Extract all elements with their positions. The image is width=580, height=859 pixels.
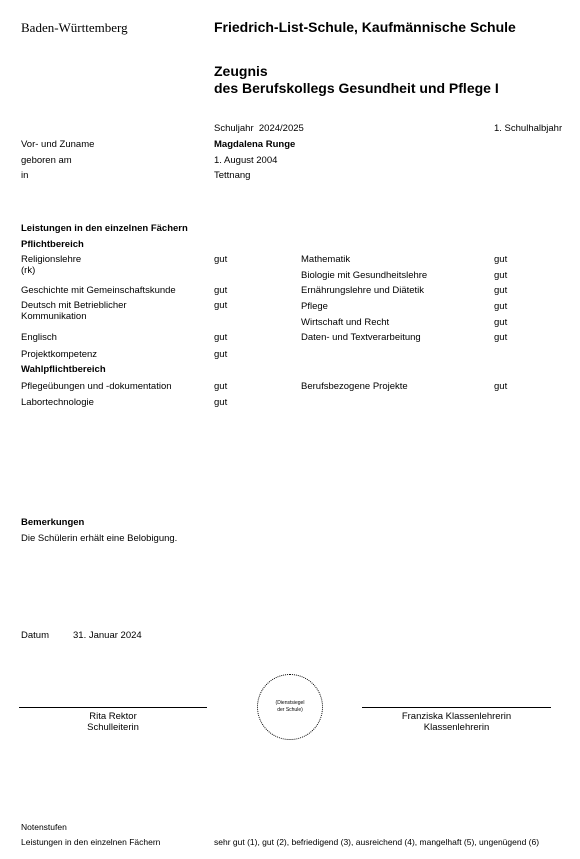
seal-text: (Dienstsiegel der Schule) [275, 700, 305, 713]
official-seal [257, 674, 323, 740]
subject-projekte: Berufsbezogene Projekte [301, 381, 408, 392]
date-label: Datum [21, 630, 49, 641]
subject-mathematik: Mathematik [301, 254, 351, 265]
remarks-text: Die Schülerin erhält eine Belobigung. [21, 533, 178, 544]
subject-wirtschaft: Wirtschaft und Recht [301, 317, 390, 328]
subject-religion: Religionslehre [21, 254, 82, 265]
birthplace-value: Tettnang [214, 170, 251, 181]
signature-line-left [19, 707, 207, 708]
grade-pflegeuebungen: gut [214, 381, 228, 392]
subject-labortechnologie: Labortechnologie [21, 397, 94, 408]
grade-labortechnologie: gut [214, 397, 228, 408]
school-year-value: 2024/2025 [258, 123, 304, 134]
birthplace-label: in [21, 170, 29, 181]
grade-datenverarbeitung: gut [494, 332, 508, 343]
signature-line-right [362, 707, 551, 708]
subject-projektkompetenz: Projektkompetenz [21, 349, 98, 360]
born-value: 1. August 2004 [214, 155, 278, 166]
grade-projekte: gut [494, 381, 508, 392]
subject-englisch: Englisch [21, 332, 57, 343]
subject-datenverarbeitung: Daten- und Textverarbeitung [301, 332, 421, 343]
grade-wirtschaft: gut [494, 317, 508, 328]
grade-ernaehrung: gut [494, 285, 508, 296]
grades-section-title: Leistungen in den einzelnen Fächern [21, 223, 188, 234]
grade-projektkompetenz: gut [214, 349, 228, 360]
grade-scale-values: sehr gut (1), gut (2), befriedigend (3), ausreichend (4), mangelhaft (5), ungenügend (6) [214, 837, 540, 847]
half-year: 1. Schulhalbjahr [494, 123, 563, 134]
grade-pflege: gut [494, 301, 508, 312]
grade-mathematik: gut [494, 254, 508, 265]
date-value: 31. Januar 2024 [73, 630, 142, 641]
school-year [214, 123, 304, 134]
document-title: Zeugnis [214, 63, 268, 79]
subject-religion-note: (rk) [21, 265, 36, 276]
school-name: Friedrich-List-Schule, Kaufmännische Schule [214, 19, 516, 35]
name-value: Magdalena Runge [214, 139, 296, 150]
pflicht-title: Pflichtbereich [21, 239, 84, 250]
state-name: Baden-Württemberg [21, 20, 128, 35]
subject-deutsch: Deutsch mit Betrieblicher Kommunikation [21, 300, 127, 322]
school-year-label: Schuljahr [214, 123, 254, 134]
signature-left-name: Rita Rektor [89, 711, 137, 722]
grade-deutsch: gut [214, 300, 228, 311]
name-label: Vor- und Zuname [21, 139, 95, 150]
subject-ernaehrung: Ernährungslehre und Diätetik [301, 285, 425, 296]
signature-left-role: Schulleiterin [87, 722, 139, 733]
signature-right-role: Klassenlehrerin [423, 722, 490, 733]
document-subtitle: des Berufskollegs Gesundheit und Pflege I [214, 80, 499, 96]
grade-scale-label: Leistungen in den einzelnen Fächern [21, 837, 161, 847]
remarks-title: Bemerkungen [21, 517, 85, 528]
grade-englisch: gut [214, 332, 228, 343]
signature-right-name: Franziska Klassenlehrerin [401, 711, 512, 722]
subject-pflegeuebungen: Pflegeübungen und -dokumentation [21, 381, 172, 392]
born-label: geboren am [21, 155, 72, 166]
subject-biologie: Biologie mit Gesundheitslehre [301, 270, 428, 281]
grade-biologie: gut [494, 270, 508, 281]
grade-geschichte: gut [214, 285, 228, 296]
subject-geschichte: Geschichte mit Gemeinschaftskunde [21, 285, 176, 296]
grade-scale-title: Notenstufen [21, 822, 67, 832]
subject-pflege: Pflege [301, 301, 328, 312]
grade-religion: gut [214, 254, 228, 265]
wahl-title: Wahlpflichtbereich [21, 364, 106, 375]
